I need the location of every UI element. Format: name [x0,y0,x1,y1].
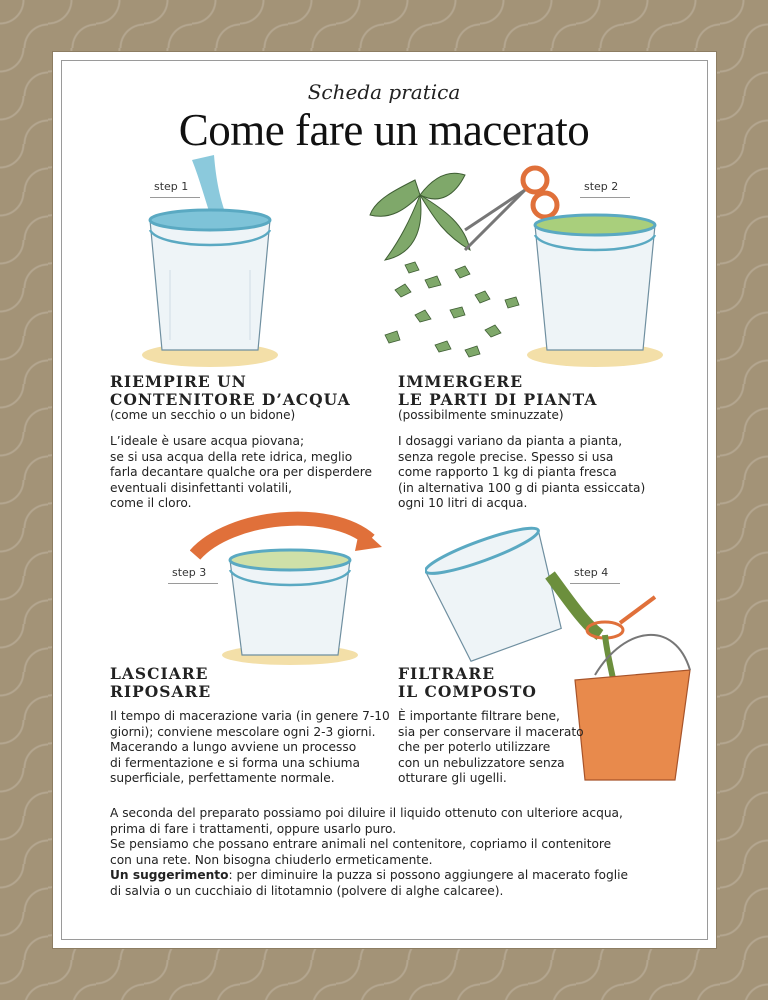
step4-label: step 4 [570,566,620,584]
step3-label: step 3 [168,566,218,584]
step3-heading: LASCIARE RIPOSARE [110,664,212,701]
step2-label: step 2 [580,180,630,198]
step2-leaves-scissors-illustration [365,150,695,375]
page-title: Come fare un macerato [178,105,590,155]
step2-subheading: (possibilmente sminuzzate) [398,408,564,422]
page-subtitle: Scheda pratica [307,80,461,104]
step4-body: È importante filtrare bene, sia per conservare il macerato che per poterlo utilizzare con un nebulizzatore senza otturare gli ugelli. [398,709,584,786]
tip-label: Un suggerimento [110,868,229,883]
step4-heading: FILTRARE IL COMPOSTO [398,664,537,701]
step2-heading: IMMERGERE LE PARTI DI PIANTA [398,372,598,409]
step1-body: L’ideale è usare acqua piovana; se si usa acqua della rete idrica, meglio farla decantare qualche ora per disperdere eventuali disinfettanti volatili, come il cloro. [110,434,373,511]
footer-notes: A seconda del preparato possiamo poi diluire il liquido ottenuto con ulteriore acqua, prima di fare i trattamenti, oppure usarlo puro. Se pensiamo che possano entrare animali nel contenitore, copriamo il contenitore con una rete. Non bisogna chiuderlo ermeticamente. Un suggerimento: per diminuire la puzza si possono aggiungere al macerato foglie di salvia o un cucchiaio di litotamnio (polvere di alghe calcaree). [110,806,629,898]
step3-body: Il tempo di macerazione varia (in genere 7-10 giorni); conviene mescolare ogni 2-3 giorni. Macerando a lungo avviene un processo di fermentazione e si forma una schiuma superficiale, perfettamente normale. [110,709,390,786]
step3-resting-bucket-illustration [190,505,390,665]
step1-heading: RIEMPIRE UN CONTENITORE D’ACQUA [110,372,351,409]
step1-subheading: (come un secchio o un bidone) [110,408,296,422]
step1-label: step 1 [150,180,200,198]
step2-body: I dosaggi variano da pianta a pianta, senza regole precise. Spesso si usa come rapporto 1 kg di pianta fresca (in alternativa 100 g di pianta essiccata) ogni 10 litri di acqua. [398,434,646,511]
